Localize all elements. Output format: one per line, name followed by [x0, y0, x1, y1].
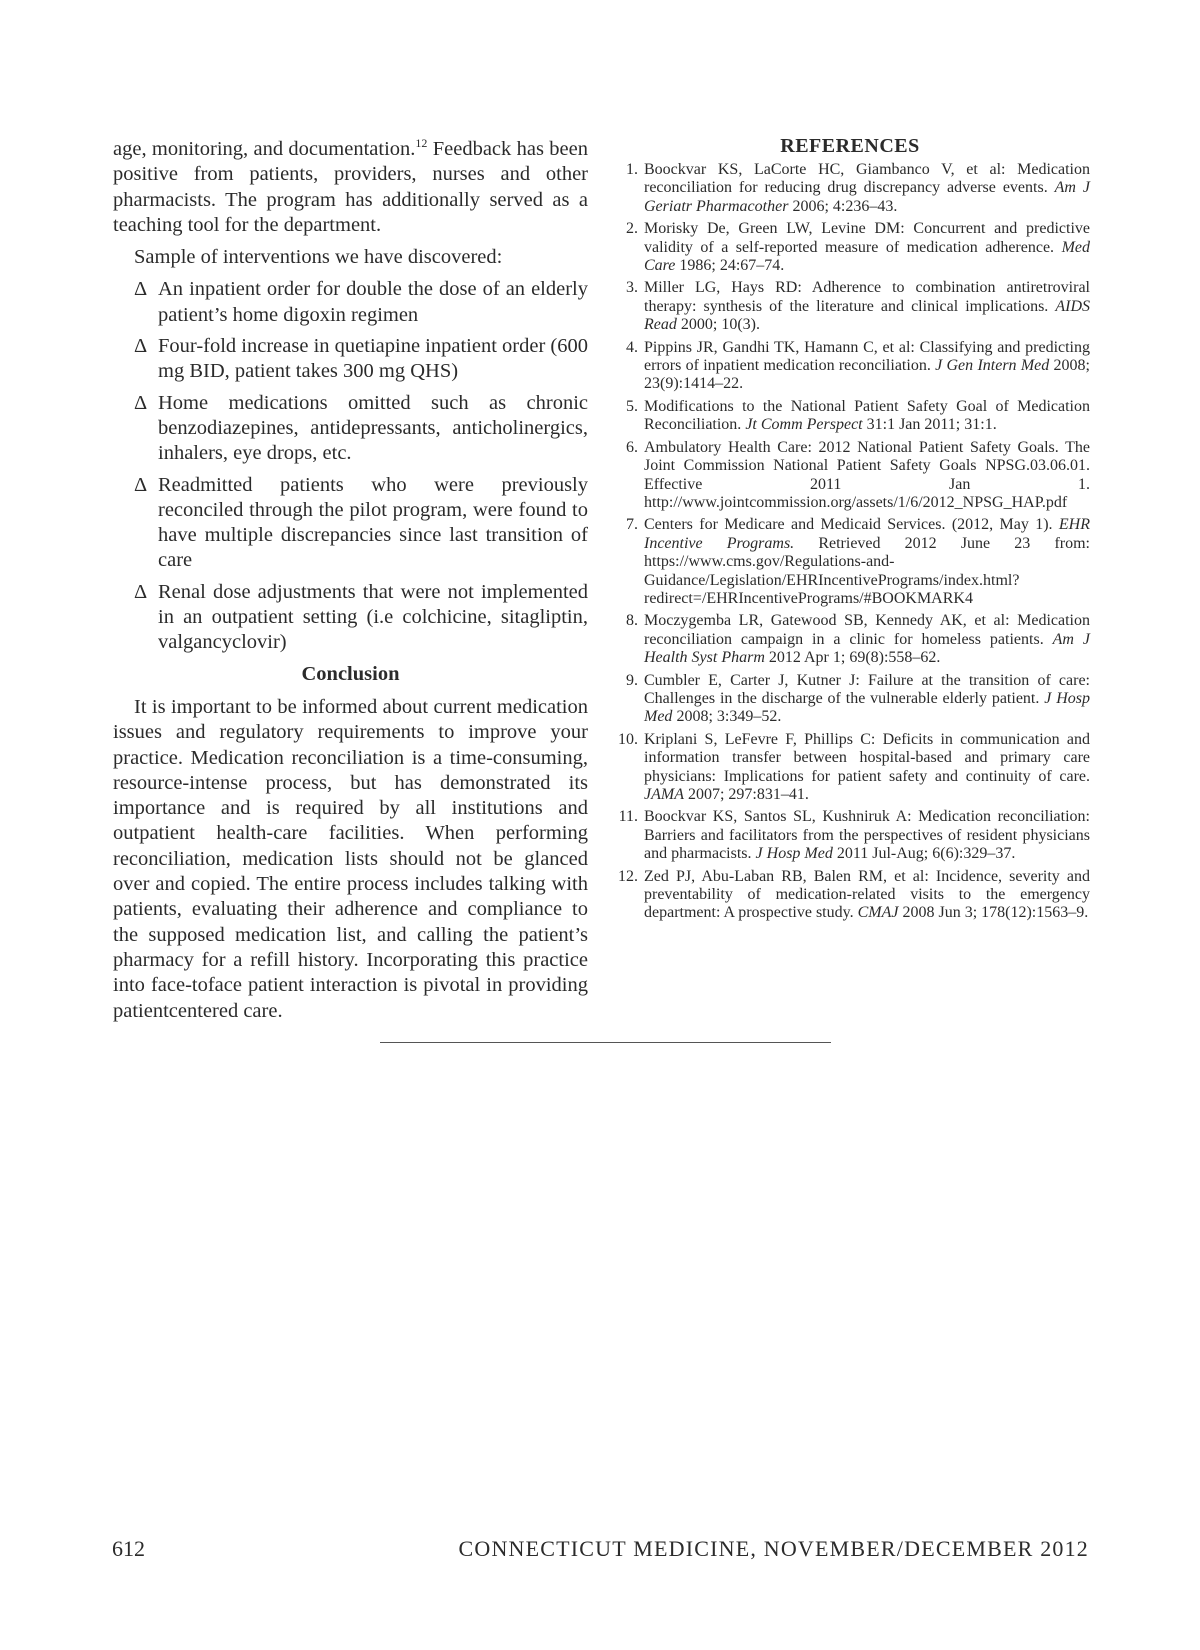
reference-citation: 2011 Jul-Aug; 6(6):329–37. [832, 845, 1016, 863]
right-column [610, 134, 1090, 927]
references-list [610, 161, 1090, 923]
delta-bullet-icon: Δ [134, 278, 148, 301]
reference-number: 8. [626, 612, 638, 630]
reference-journal: Am J Health Syst Pharm [644, 630, 1090, 667]
delta-bullet-icon: Δ [134, 335, 148, 358]
reference-number: 10. [618, 730, 638, 748]
list-item [134, 391, 588, 467]
page-number: 612 [112, 1536, 145, 1561]
reference-journal: J Hosp Med [644, 689, 1090, 726]
reference-number: 5. [626, 397, 638, 415]
reference-text [644, 279, 1090, 333]
reference-authors-title: Moczygemba LR, Gatewood SB, Kennedy AK, et al: Medication reconciliation campaign in a clinic for homeless patients. [644, 612, 1090, 648]
reference-citation: 2007; 297:831–41. [683, 786, 809, 803]
reference-journal: AIDS Read [644, 297, 1090, 334]
reference-item [610, 808, 1090, 863]
reference-authors-title: Morisky De, Green LW, Levine DM: Concurrent and predictive validity of a self-reported measure of medication adherence. [644, 220, 1090, 256]
reference-item [610, 339, 1090, 394]
reference-citation: Retrieved 2012 June 23 from: https://www.cms.gov/Regulations-and-Guidance/Legislation/EHRIncentivePrograms/index.html?redirect=/EHRIncentivePrograms/#BOOKMARK4 [644, 534, 1090, 607]
interventions-list [134, 277, 588, 655]
reference-text [644, 612, 1090, 666]
reference-citation: 2012 Apr 1; 69(8):558–62. [764, 649, 941, 667]
reference-citation: 31:1 Jan 2011; 31:1. [862, 416, 997, 434]
reference-number: 6. [626, 438, 638, 456]
list-item [134, 334, 588, 385]
reference-text [644, 339, 1090, 393]
intro-text-continued: Feedback has been positive from patients, providers, nurses and other pharmacists. The program has additionally served as a teaching tool for the department. [113, 138, 588, 236]
intro-text: age, monitoring, and documentation. [113, 138, 416, 160]
reference-journal: CMAJ [857, 904, 899, 922]
section-divider [380, 1042, 831, 1043]
intervention-text: An inpatient order for double the dose of an elderly patient’s home digoxin regimen [158, 278, 588, 326]
reference-authors-title: Boockvar KS, LaCorte HC, Giambanco V, et al: Medication reconciliation for reducing drug discrepancy adverse events. [644, 161, 1090, 197]
reference-citation: 2006; 4:236–43. [788, 197, 898, 215]
reference-number: 7. [626, 516, 638, 534]
reference-item [610, 672, 1090, 727]
reference-citation: 2008 Jun 3; 178(12):1563–9. [898, 904, 1089, 922]
reference-text [644, 516, 1090, 607]
list-item [134, 580, 588, 656]
reference-journal: J Hosp Med [755, 845, 833, 863]
reference-number: 2. [626, 220, 638, 238]
reference-text [644, 161, 1090, 215]
journal-footer: CONNECTICUT MEDICINE, NOVEMBER/DECEMBER 2012 [458, 1536, 1089, 1561]
reference-item [610, 161, 1090, 216]
reference-journal: Med Care [644, 238, 1090, 275]
reference-item [610, 220, 1090, 275]
reference-journal: JAMA [644, 786, 684, 803]
reference-text [644, 731, 1090, 803]
reference-item [610, 516, 1090, 608]
reference-authors-title: Miller LG, Hays RD: Adherence to combination antiretroviral therapy: synthesis of the literature and clinical implications. [644, 279, 1090, 315]
reference-number: 11. [618, 808, 638, 826]
intervention-text: Readmitted patients who were previously reconciled through the pilot program, were found to have multiple discrepancies since last transition of care [158, 473, 588, 572]
reference-authors-title: Modifications to the National Patient Safety Goal of Medication Reconciliation. [644, 397, 1090, 434]
intervention-text: Renal dose adjustments that were not implemented in an outpatient setting (i.e colchicine, sitagliptin, valgancyclovir) [158, 580, 588, 654]
reference-authors-title: Kriplani S, LeFevre F, Phillips C: Deficits in communication and information transfer between hospital-based and primary care physicians: Implications for patient safety and continuity of care. [644, 730, 1090, 785]
reference-authors-title: Pippins JR, Gandhi TK, Hamann C, et al: Classifying and predicting errors of inpatient medication reconciliation. [644, 338, 1090, 375]
reference-journal: J Gen Intern Med [935, 357, 1050, 375]
list-item [134, 473, 588, 574]
reference-authors-title: Centers for Medicare and Medicaid Services. (2012, May 1). [644, 516, 1059, 534]
reference-journal: Am J Geriatr Pharmacother [644, 179, 1090, 215]
reference-citation: 2000; 10(3). [676, 316, 760, 334]
reference-item [610, 439, 1090, 513]
left-column [113, 137, 588, 1024]
citation-superscript: 12 [415, 136, 428, 151]
reference-text [644, 868, 1090, 922]
list-item [134, 277, 588, 328]
delta-bullet-icon: Δ [134, 473, 148, 496]
reference-citation: 2008; 23(9):1414–22. [644, 357, 1090, 393]
references-heading: REFERENCES [780, 135, 920, 157]
delta-bullet-icon: Δ [134, 391, 148, 414]
reference-authors-title: Cumbler E, Carter J, Kutner J: Failure at the transition of care: Challenges in the discharge of the vulnerable elderly patient. [644, 671, 1090, 707]
reference-journal: Jt Comm Perspect [745, 416, 863, 434]
reference-citation: 1986; 24:67–74. [675, 257, 785, 275]
reference-text [644, 808, 1090, 862]
sample-heading: Sample of interventions we have discovered: [134, 246, 503, 269]
reference-number: 1. [626, 161, 638, 178]
reference-item [610, 279, 1090, 334]
reference-citation: 2008; 3:349–52. [672, 708, 782, 726]
intervention-text: Home medications omitted such as chronic benzodiazepines, antidepressants, anticholinergics, inhalers, eye drops, etc. [158, 391, 588, 465]
intro-paragraph [113, 137, 588, 238]
conclusion-heading: Conclusion [301, 662, 400, 685]
reference-authors-title: Zed PJ, Abu-Laban RB, Balen RM, et al: Incidence, severity and preventability of medication-related visits to the emergency department: A prospective study. [644, 867, 1090, 922]
reference-journal: EHR Incentive Programs. [644, 516, 1090, 552]
reference-text [644, 672, 1090, 726]
reference-number: 3. [626, 279, 638, 297]
reference-number: 12. [618, 867, 638, 885]
intervention-text: Four-fold increase in quetiapine inpatient order (600 mg BID, patient takes 300 mg QHS) [158, 335, 588, 383]
reference-text [644, 398, 1090, 433]
delta-bullet-icon: Δ [134, 580, 148, 603]
conclusion-paragraph: It is important to be informed about current medication issues and regulatory requirements to improve your practice. Medication reconciliation is a time-consuming, resource-intense process, but has demonstrated its importance and is required by all institutions and outpatient health-care facilities. When performing reconciliation, medication lists should not be glanced over and copied. The entire process includes talking with patients, evaluating their adherence and compliance to the supposed medication list, and calling the patient’s pharmacy for a refill history. Incorporating this practice into face-toface patient interaction is pivotal in providing patientcentered care. [113, 695, 588, 1022]
reference-number: 4. [626, 338, 638, 356]
reference-text [644, 439, 1090, 511]
reference-number: 9. [626, 671, 638, 689]
reference-item [610, 612, 1090, 667]
reference-item [610, 731, 1090, 805]
reference-item [610, 398, 1090, 435]
reference-authors-title: Ambulatory Health Care: 2012 National Patient Safety Goals. The Joint Commission National Patient Safety Goals NPSG.03.06.01. Effective 2011 Jan 1. http://www.jointcommission.org/assets/1/6/2012_NPSG_HAP.pdf [644, 438, 1090, 511]
reference-authors-title: Boockvar KS, Santos SL, Kushniruk A: Medication reconciliation: Barriers and facilitators from the perspectives of resident physicians and pharmacists. [644, 808, 1090, 863]
reference-item [610, 868, 1090, 923]
reference-text [644, 220, 1090, 274]
